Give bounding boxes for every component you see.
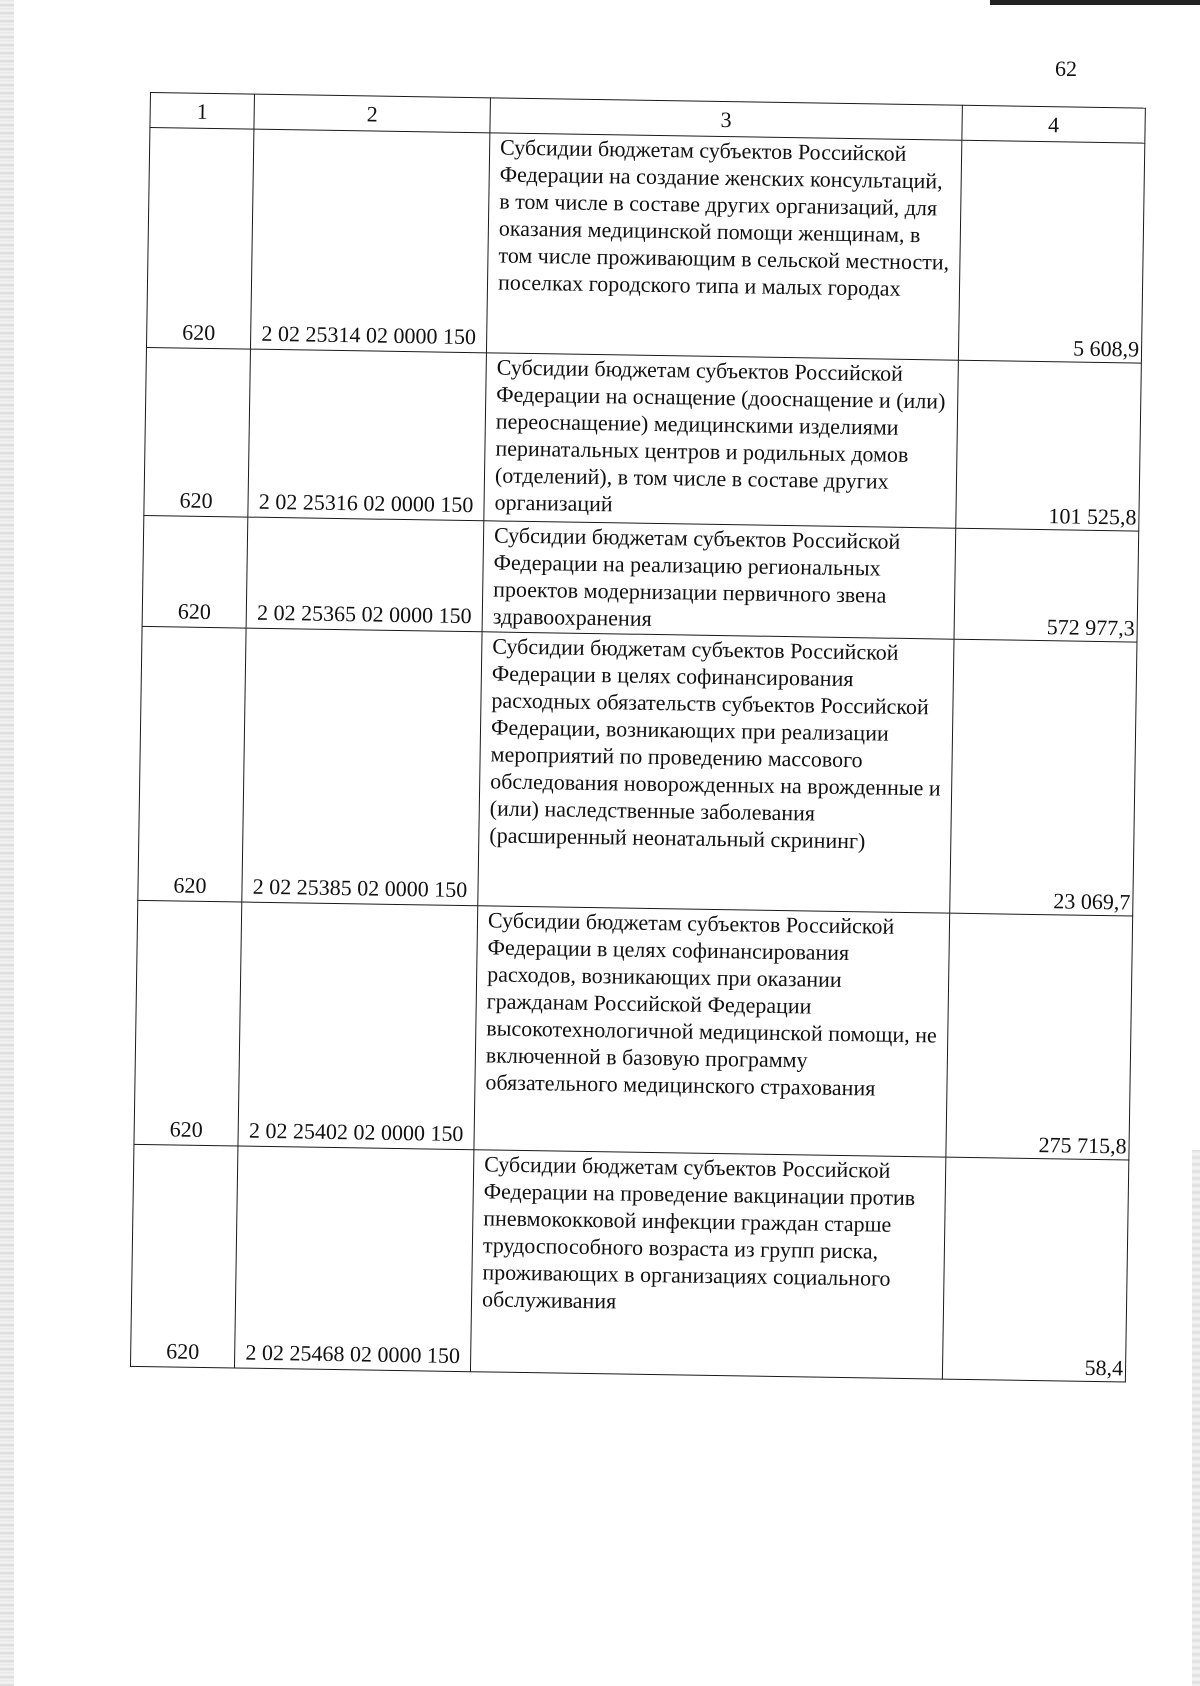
table-row <box>146 128 1144 364</box>
table-row <box>130 1144 1128 1382</box>
income-code-cell: 2 02 25385 02 0000 150 <box>242 628 482 906</box>
amount-cell: 58,4 <box>942 1157 1128 1382</box>
description-cell: Субсидии бюджетам субъектов Российской Федерации в целях софинансирования расходных обязательств субъектов Российской Федерации, возникающих при реализации мероприятий по проведению массового обследования новорожденных на врожденные и (или) наследственные заболевания (расширенный неонатальный скрининг) <box>478 632 954 913</box>
description-cell: Субсидии бюджетам субъектов Российской Федерации на проведение вакцинации против пневмококковой инфекции граждан старше трудоспособного возраста из групп риска, проживающих в организациях социального обслуживания <box>470 1150 945 1379</box>
amount-cell: 101 525,8 <box>956 360 1142 531</box>
header-col-3: 3 <box>490 98 962 140</box>
admin-code-cell: 620 <box>134 900 242 1146</box>
table-row <box>144 347 1142 531</box>
income-code-cell: 2 02 25468 02 0000 150 <box>234 1146 473 1372</box>
admin-code-cell: 620 <box>146 128 253 350</box>
table-row <box>134 900 1133 1160</box>
admin-code-cell: 620 <box>130 1144 237 1368</box>
amount-cell: 5 608,9 <box>958 140 1144 363</box>
scan-edge-right <box>1192 1150 1200 1686</box>
description-cell: Субсидии бюджетам субъектов Российской Федерации на реализацию региональных проектов модернизации первичного звена здравоохранения <box>482 521 956 639</box>
income-code-cell: 2 02 25365 02 0000 150 <box>246 517 484 632</box>
amount-cell: 275 715,8 <box>946 913 1133 1160</box>
description-cell: Субсидии бюджетам субъектов Российской Федерации на создание женских консультаций, в том числе в составе других организаций, для оказания медицинской помощи женщинам, в том числе проживающим в сельской местности, поселках городского типа и малых городах <box>486 133 961 360</box>
income-code-cell: 2 02 25316 02 0000 150 <box>248 349 487 521</box>
table-row <box>138 626 1137 916</box>
admin-code-cell: 620 <box>138 626 246 902</box>
amount-cell: 572 977,3 <box>954 528 1139 642</box>
amount-cell: 23 069,7 <box>950 639 1137 916</box>
table-row <box>142 515 1139 642</box>
description-cell: Субсидии бюджетам субъектов Российской Федерации в целях софинансирования расходов, возникающих при оказании гражданам Российской Федерации высокотехнологичной медицинской помощи, не включенной в базовую программу обязательного медицинского страхования <box>474 906 950 1157</box>
description-cell: Субсидии бюджетам субъектов Российской Федерации на оснащение (дооснащение и (или) переоснащение) медицинскими изделиями перинатальных центров и родильных домов (отделений), в том числе в составе других организаций <box>484 353 959 528</box>
income-code-cell: 2 02 25402 02 0000 150 <box>238 902 478 1150</box>
scan-top-bar <box>990 0 1200 5</box>
scan-edge-left <box>0 0 14 1686</box>
header-col-2: 2 <box>254 94 491 133</box>
admin-code-cell: 620 <box>142 515 248 628</box>
budget-table <box>130 92 1146 1382</box>
header-col-4: 4 <box>962 105 1146 143</box>
page-number: 62 <box>1055 56 1077 81</box>
admin-code-cell: 620 <box>144 347 251 517</box>
header-col-1: 1 <box>150 93 255 130</box>
income-code-cell: 2 02 25314 02 0000 150 <box>250 129 489 353</box>
